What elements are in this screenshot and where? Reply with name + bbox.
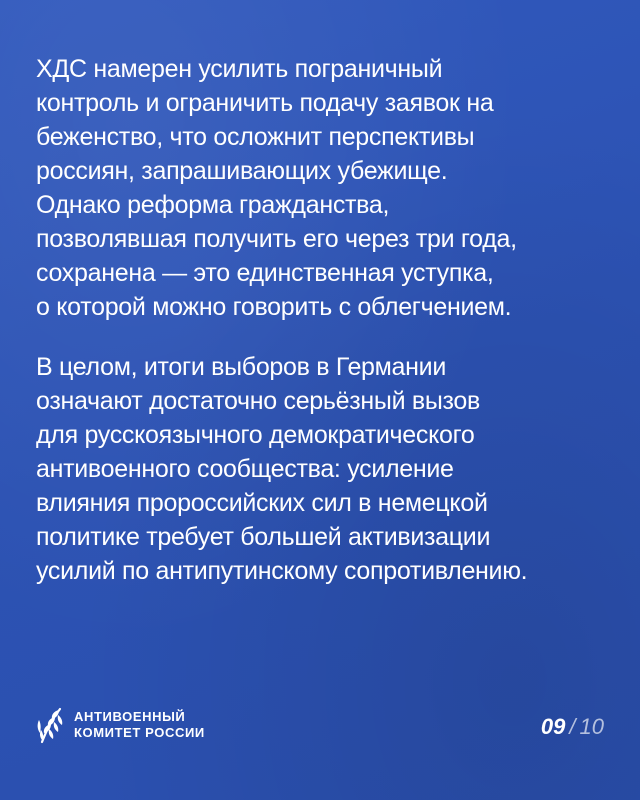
text-line: политике требует большей активизации: [36, 523, 491, 551]
paragraph: [36, 52, 616, 324]
text-line: беженство, что осложнит перспективы: [36, 123, 475, 151]
page-separator: /: [569, 714, 576, 739]
article-body: [36, 52, 616, 614]
text-line: контроль и ограничить подачу заявок на: [36, 89, 494, 117]
footer: [36, 706, 604, 750]
text-line: позволявшая получить его через три года,: [36, 225, 517, 253]
paragraph: [36, 350, 616, 588]
text-line: о которой можно говорить с облегчением.: [36, 293, 512, 321]
organization-name-line1: АНТИВОЕННЫЙ: [74, 709, 186, 724]
wheat-sprig-icon: [36, 706, 66, 744]
organization-name-line2: КОМИТЕТ РОССИИ: [74, 725, 205, 740]
text-line: усилий по антипутинскому сопротивлению.: [36, 557, 528, 585]
text-line: В целом, итоги выборов в Германии: [36, 353, 446, 381]
text-line: означают достаточно серьёзный вызов: [36, 387, 480, 415]
text-line: антивоенного сообщества: усиление: [36, 455, 454, 483]
text-line: влияния пророссийских сил в немецкой: [36, 489, 488, 517]
text-line: ХДС намерен усилить пограничный: [36, 55, 443, 83]
text-line: сохранена — это единственная уступка,: [36, 259, 494, 287]
text-line: для русскоязычного демократического: [36, 421, 475, 449]
page-total: 10: [579, 714, 604, 739]
text-line: Однако реформа гражданства,: [36, 191, 390, 219]
page-current: 09: [540, 714, 566, 739]
organization-name: [74, 709, 205, 741]
organization-logo: [36, 706, 205, 744]
page-counter: [541, 714, 604, 740]
text-line: россиян, запрашивающих убежище.: [36, 157, 448, 185]
